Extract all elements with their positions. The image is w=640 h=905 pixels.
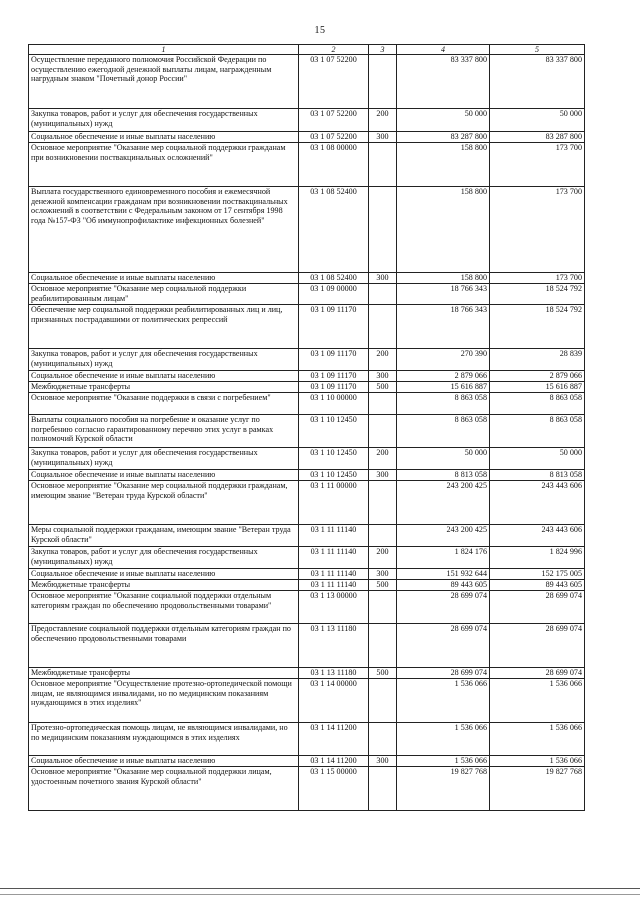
- row-code-cell: 03 1 07 52200: [299, 132, 369, 143]
- row-code-cell: 03 1 14 00000: [299, 679, 369, 723]
- row-code-cell: 03 1 09 11170: [299, 382, 369, 393]
- row-code-cell: 03 1 08 52400: [299, 187, 369, 273]
- table-row: [29, 668, 585, 679]
- row-kvr-cell: 200: [369, 109, 397, 132]
- header-col-1: 1: [29, 45, 299, 55]
- table-row: [29, 580, 585, 591]
- row-kvr-cell: 300: [369, 470, 397, 481]
- row-kvr-cell: [369, 624, 397, 668]
- row-value-2-cell: 243 443 606: [490, 481, 585, 525]
- row-value-2-cell: 28 699 074: [490, 624, 585, 668]
- row-value-2-cell: 83 287 800: [490, 132, 585, 143]
- row-value-1-cell: 1 536 066: [397, 679, 490, 723]
- table-row: [29, 481, 585, 525]
- row-kvr-cell: [369, 723, 397, 756]
- table-row: [29, 132, 585, 143]
- row-value-2-cell: 173 700: [490, 187, 585, 273]
- row-value-1-cell: 8 863 058: [397, 393, 490, 415]
- row-kvr-cell: [369, 284, 397, 305]
- row-value-2-cell: 18 524 792: [490, 284, 585, 305]
- table-row: [29, 470, 585, 481]
- row-name-cell: Меры социальной поддержки гражданам, имеющим звание "Ветеран труда Курской области": [29, 525, 299, 547]
- row-name-cell: Осуществление переданного полномочия Российской Федерации по осуществлению ежегодной денежной выплаты лицам, награжденным нагрудным знаком "Почетный донор России": [29, 55, 299, 109]
- row-value-1-cell: 8 863 058: [397, 415, 490, 448]
- row-code-cell: 03 1 07 52200: [299, 55, 369, 109]
- row-kvr-cell: [369, 525, 397, 547]
- row-name-cell: Межбюджетные трансферты: [29, 580, 299, 591]
- row-kvr-cell: [369, 305, 397, 349]
- row-value-1-cell: 158 800: [397, 143, 490, 187]
- row-value-2-cell: 15 616 887: [490, 382, 585, 393]
- row-kvr-cell: 200: [369, 349, 397, 371]
- row-value-2-cell: 83 337 800: [490, 55, 585, 109]
- row-value-1-cell: 243 200 425: [397, 525, 490, 547]
- row-name-cell: Закупка товаров, работ и услуг для обеспечения государственных (муниципальных) нужд: [29, 109, 299, 132]
- row-code-cell: 03 1 14 11200: [299, 756, 369, 767]
- table-row: [29, 767, 585, 811]
- table-row: [29, 305, 585, 349]
- row-kvr-cell: [369, 55, 397, 109]
- table-row: [29, 569, 585, 580]
- row-value-1-cell: 18 766 343: [397, 284, 490, 305]
- row-code-cell: 03 1 10 12450: [299, 415, 369, 448]
- table-row: [29, 756, 585, 767]
- row-name-cell: Основное мероприятие "Оказание поддержки в связи с погребением": [29, 393, 299, 415]
- row-value-1-cell: 151 932 644: [397, 569, 490, 580]
- table-row: [29, 679, 585, 723]
- row-value-1-cell: 89 443 605: [397, 580, 490, 591]
- row-code-cell: 03 1 09 00000: [299, 284, 369, 305]
- row-name-cell: Межбюджетные трансферты: [29, 668, 299, 679]
- row-value-2-cell: 1 536 066: [490, 723, 585, 756]
- row-code-cell: 03 1 11 11140: [299, 580, 369, 591]
- row-name-cell: Социальное обеспечение и иные выплаты населению: [29, 470, 299, 481]
- row-value-1-cell: 1 824 176: [397, 547, 490, 569]
- table-row: [29, 393, 585, 415]
- row-kvr-cell: [369, 393, 397, 415]
- row-name-cell: Социальное обеспечение и иные выплаты населению: [29, 569, 299, 580]
- table-row: [29, 723, 585, 756]
- row-value-2-cell: 1 536 066: [490, 756, 585, 767]
- row-code-cell: 03 1 13 00000: [299, 591, 369, 624]
- header-col-2: 2: [299, 45, 369, 55]
- row-code-cell: 03 1 11 11140: [299, 525, 369, 547]
- row-code-cell: 03 1 07 52200: [299, 109, 369, 132]
- row-value-2-cell: 8 863 058: [490, 415, 585, 448]
- footer-rule: [0, 888, 640, 889]
- row-value-1-cell: 83 287 800: [397, 132, 490, 143]
- row-value-2-cell: 18 524 792: [490, 305, 585, 349]
- row-code-cell: 03 1 08 00000: [299, 143, 369, 187]
- row-value-1-cell: 28 699 074: [397, 668, 490, 679]
- table-row: [29, 382, 585, 393]
- row-value-2-cell: 152 175 005: [490, 569, 585, 580]
- row-kvr-cell: [369, 143, 397, 187]
- page-number: 15: [314, 25, 326, 36]
- header-col-4: 4: [397, 45, 490, 55]
- row-kvr-cell: 500: [369, 668, 397, 679]
- row-kvr-cell: [369, 767, 397, 811]
- table-row: [29, 187, 585, 273]
- row-code-cell: 03 1 11 11140: [299, 569, 369, 580]
- row-name-cell: Обеспечение мер социальной поддержки реабилитированных лиц и лиц, признанных пострадавшими от политических репрессий: [29, 305, 299, 349]
- table-row: [29, 143, 585, 187]
- row-value-2-cell: 50 000: [490, 448, 585, 470]
- row-value-1-cell: 158 800: [397, 273, 490, 284]
- table-row: [29, 547, 585, 569]
- row-value-1-cell: 158 800: [397, 187, 490, 273]
- row-value-1-cell: 2 879 066: [397, 371, 490, 382]
- row-name-cell: Закупка товаров, работ и услуг для обеспечения государственных (муниципальных) нужд: [29, 448, 299, 470]
- row-code-cell: 03 1 13 11180: [299, 624, 369, 668]
- row-value-2-cell: 28 839: [490, 349, 585, 371]
- table-row: [29, 591, 585, 624]
- row-kvr-cell: 300: [369, 132, 397, 143]
- row-value-1-cell: 19 827 768: [397, 767, 490, 811]
- row-name-cell: Социальное обеспечение и иные выплаты населению: [29, 273, 299, 284]
- table-row: [29, 525, 585, 547]
- row-name-cell: Основное мероприятие "Оказание социальной поддержки отдельным категориям граждан по обеспечению продовольственными товарами": [29, 591, 299, 624]
- row-code-cell: 03 1 11 00000: [299, 481, 369, 525]
- row-name-cell: Закупка товаров, работ и услуг для обеспечения государственных (муниципальных) нужд: [29, 547, 299, 569]
- row-kvr-cell: [369, 187, 397, 273]
- row-code-cell: 03 1 09 11170: [299, 349, 369, 371]
- table-row: [29, 624, 585, 668]
- row-kvr-cell: 500: [369, 382, 397, 393]
- table-row: [29, 55, 585, 109]
- row-name-cell: Протезно-ортопедическая помощь лицам, не являющимся инвалидами, но по медицинским показаниям нуждающимся в этих изделиях: [29, 723, 299, 756]
- row-value-1-cell: 50 000: [397, 448, 490, 470]
- row-value-2-cell: 8 863 058: [490, 393, 585, 415]
- table-body: [29, 55, 585, 811]
- row-value-2-cell: 8 813 058: [490, 470, 585, 481]
- table-row: [29, 349, 585, 371]
- row-name-cell: Основное мероприятие "Оказание мер социальной поддержки гражданам при возникновении поствакцинальных осложнений": [29, 143, 299, 187]
- row-code-cell: 03 1 10 00000: [299, 393, 369, 415]
- header-col-5: 5: [490, 45, 585, 55]
- row-name-cell: Выплата государственного единовременного пособия и ежемесячной денежной компенсации гражданам при возникновении поствакцинальных осложнений в соответствии с Федеральным законом от 17 сентября 1998 года №157-ФЗ "Об иммунопрофилактике инфекционных болезней": [29, 187, 299, 273]
- row-name-cell: Межбюджетные трансферты: [29, 382, 299, 393]
- row-name-cell: Основное мероприятие "Осуществление протезно-ортопедической помощи лицам, не являющимся инвалидами, но по медицинским показаниям нуждающимся в этих изделиях": [29, 679, 299, 723]
- row-value-2-cell: 50 000: [490, 109, 585, 132]
- row-name-cell: Закупка товаров, работ и услуг для обеспечения государственных (муниципальных) нужд: [29, 349, 299, 371]
- row-name-cell: Предоставление социальной поддержки отдельным категориям граждан по обеспечению продовольственными товарами: [29, 624, 299, 668]
- row-name-cell: Выплаты социального пособия на погребение и оказание услуг по погребению согласно гарантированному перечню этих услуг в рамках полномочий Курской области: [29, 415, 299, 448]
- row-kvr-cell: 300: [369, 273, 397, 284]
- row-kvr-cell: [369, 481, 397, 525]
- row-value-1-cell: 243 200 425: [397, 481, 490, 525]
- row-code-cell: 03 1 14 11200: [299, 723, 369, 756]
- row-value-2-cell: 173 700: [490, 273, 585, 284]
- row-value-1-cell: 270 390: [397, 349, 490, 371]
- row-name-cell: Социальное обеспечение и иные выплаты населению: [29, 756, 299, 767]
- row-code-cell: 03 1 13 11180: [299, 668, 369, 679]
- footer-rule-secondary: [0, 894, 640, 895]
- row-code-cell: 03 1 09 11170: [299, 371, 369, 382]
- row-code-cell: 03 1 09 11170: [299, 305, 369, 349]
- budget-table: [28, 44, 585, 811]
- row-value-2-cell: 2 879 066: [490, 371, 585, 382]
- row-value-2-cell: 28 699 074: [490, 668, 585, 679]
- row-value-2-cell: 173 700: [490, 143, 585, 187]
- row-value-1-cell: 1 536 066: [397, 756, 490, 767]
- row-value-2-cell: 19 827 768: [490, 767, 585, 811]
- table-row: [29, 109, 585, 132]
- row-name-cell: Основное мероприятие "Оказание мер социальной поддержки реабилитированным лицам": [29, 284, 299, 305]
- row-kvr-cell: 500: [369, 580, 397, 591]
- row-value-1-cell: 83 337 800: [397, 55, 490, 109]
- row-code-cell: 03 1 10 12450: [299, 448, 369, 470]
- table-row: [29, 448, 585, 470]
- row-kvr-cell: [369, 591, 397, 624]
- row-name-cell: Социальное обеспечение и иные выплаты населению: [29, 132, 299, 143]
- header-col-3: 3: [369, 45, 397, 55]
- row-value-1-cell: 28 699 074: [397, 624, 490, 668]
- row-value-2-cell: 89 443 605: [490, 580, 585, 591]
- row-code-cell: 03 1 10 12450: [299, 470, 369, 481]
- row-value-1-cell: 18 766 343: [397, 305, 490, 349]
- row-code-cell: 03 1 11 11140: [299, 547, 369, 569]
- row-value-2-cell: 1 536 066: [490, 679, 585, 723]
- table-row: [29, 273, 585, 284]
- table-row: [29, 371, 585, 382]
- row-value-2-cell: 28 699 074: [490, 591, 585, 624]
- row-name-cell: Основное мероприятие "Оказание мер социальной поддержки гражданам, имеющим звание "Ветеран труда Курской области": [29, 481, 299, 525]
- row-code-cell: 03 1 08 52400: [299, 273, 369, 284]
- row-kvr-cell: 200: [369, 547, 397, 569]
- row-value-1-cell: 8 813 058: [397, 470, 490, 481]
- row-name-cell: Основное мероприятие "Оказание мер социальной поддержки лицам, удостоенным почетного звания Курской области": [29, 767, 299, 811]
- row-value-1-cell: 50 000: [397, 109, 490, 132]
- row-kvr-cell: 200: [369, 448, 397, 470]
- row-value-2-cell: 1 824 996: [490, 547, 585, 569]
- row-code-cell: 03 1 15 00000: [299, 767, 369, 811]
- table-header-row: [29, 45, 585, 55]
- table-row: [29, 284, 585, 305]
- row-value-1-cell: 15 616 887: [397, 382, 490, 393]
- row-kvr-cell: 300: [369, 756, 397, 767]
- row-value-2-cell: 243 443 606: [490, 525, 585, 547]
- row-name-cell: Социальное обеспечение и иные выплаты населению: [29, 371, 299, 382]
- row-kvr-cell: 300: [369, 371, 397, 382]
- row-kvr-cell: [369, 415, 397, 448]
- row-value-1-cell: 28 699 074: [397, 591, 490, 624]
- table-row: [29, 415, 585, 448]
- row-kvr-cell: [369, 679, 397, 723]
- row-kvr-cell: 300: [369, 569, 397, 580]
- row-value-1-cell: 1 536 066: [397, 723, 490, 756]
